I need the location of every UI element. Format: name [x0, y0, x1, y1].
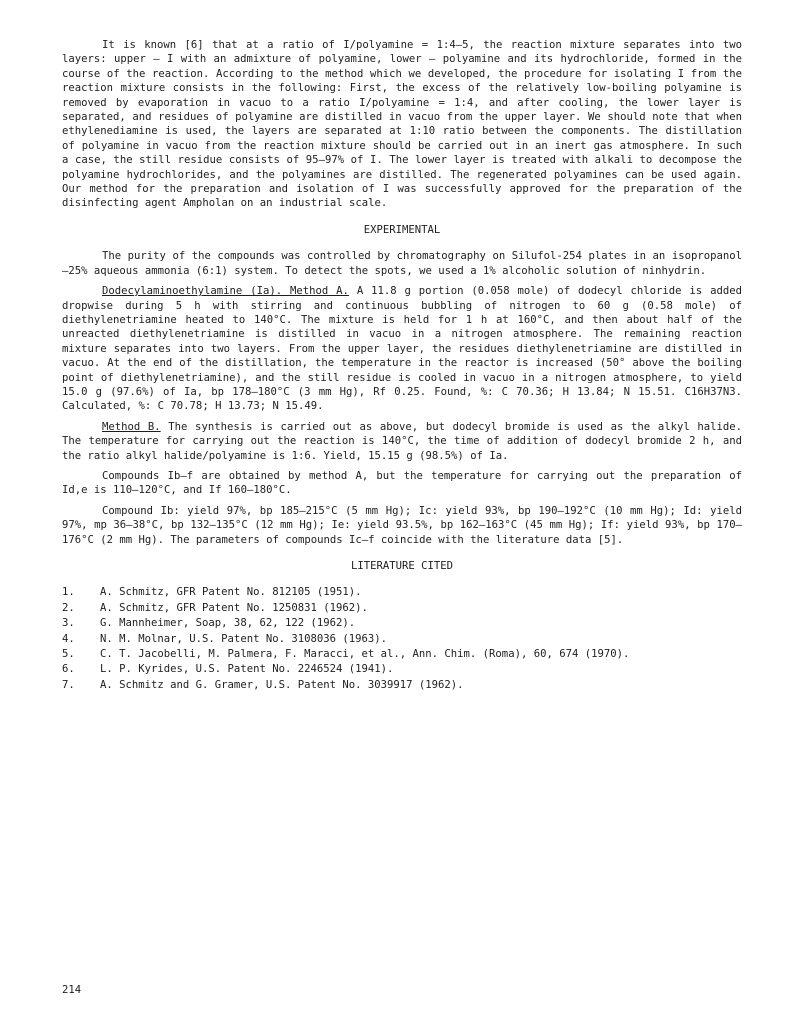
- method-a-text: A 11.8 g portion (0.058 mole) of dodecyl chloride is added dropwise during 5 h with stirring and continuous bubbling of nitrogen to 60 g (0.58 mole) of diethylenetriamine heated to 140°C. The mixture is held for 1 h at 160°C, and then about half of the unreacted diethylenetriamine is distilled in vacuo in a nitrogen atmosphere. The remaining reaction mixture separates into two layers. From the upper layer, the residues diethylenetriamine are distilled in vacuo. At the end of the distillation, the temperature in the reactor is increased (50° above the boiling point of diethylenetriamine), and the still residue is cooled in vacuo in a nitrogen atmosphere, to yield 15.0 g (97.6%) of Ia, bp 178–180°C (3 mm Hg), Rf 0.25. Found, %: C 70.36; H 13.84; N 15.51. C16H37N3. Calculated, %: C 70.78; H 13.73; N 15.49.: [62, 285, 742, 413]
- page-body: [62, 38, 742, 693]
- reference-item: 3. G. Mannheimer, Soap, 38, 62, 122 (1962).: [62, 617, 356, 630]
- method-b-title: Method B.: [102, 420, 161, 433]
- reference-item: 5. C. T. Jacobelli, M. Palmera, F. Maracci, et al., Ann. Chim. (Roma), 60, 674 (1970).: [62, 648, 630, 661]
- reference-list: [62, 585, 742, 692]
- purity-paragraph: The purity of the compounds was controlled by chromatography on Silufol-254 plates in an isopropanol—25% aqueous ammonia (6:1) system. To detect the spots, we used a 1% alcoholic solution of ninhydrin.: [62, 250, 742, 277]
- reference-item: 6. L. P. Kyrides, U.S. Patent No. 2246524 (1941).: [62, 663, 394, 676]
- compounds-paragraph: Compounds Ib–f are obtained by method A, but the temperature for carrying out the preparation of Id,e is 110–120°C, and If 160–180°C.: [62, 469, 742, 497]
- intro-paragraph: It is known [6] that at a ratio of I/polyamine = 1:4–5, the reaction mixture separates into two layers: upper — I with an admixture of polyamine, lower — polyamine and its hydrochloride, formed in the course of the reaction. According to the method which we developed, the procedure for isolating I from the reaction mixture consists in the following: First, the excess of the relatively low-boiling polyamine is removed by evaporation in vacuo to a ratio I/polyamine = 1:4, and after cooling, the lower layer is separated, and residues of polyamine are distilled in vacuo from the upper layer. We should note that when ethylenediamine is used, the layers are separated at 1:10 ratio between the components. The distillation of polyamine in vacuo from the reaction mixture should be carried out in an inert gas atmosphere. In such a case, the still residue consists of 95–97% of I. The lower layer is treated with alkali to decompose the polyamine hydrochlorides, and the polyamines are distilled. The regenerated polyamines can be used again. Our method for the preparation and isolation of I was successfully approved for the preparation of the disinfecting agent Ampholan on an industrial scale.: [62, 39, 742, 210]
- method-b-text: The synthesis is carried out as above, but dodecyl bromide is used as the alkyl halide. The temperature for carrying out the reaction is 140°C, the time of addition of dodecyl bromide 2 h, and the ratio alkyl halide/polyamine is 1:6. Yield, 15.15 g (98.5%) of Ia.: [62, 420, 742, 462]
- experimental-heading: EXPERIMENTAL: [363, 223, 441, 236]
- reference-item: 1. A. Schmitz, GFR Patent No. 812105 (1951).: [62, 586, 362, 599]
- reference-item: 2. A. Schmitz, GFR Patent No. 1250831 (1962).: [62, 601, 368, 614]
- literature-heading: LITERATURE CITED: [350, 560, 454, 572]
- page-number: 214: [62, 984, 82, 996]
- method-b-paragraph: [62, 420, 742, 463]
- reference-item: 4. N. M. Molnar, U.S. Patent No. 3108036 (1963).: [62, 632, 388, 645]
- compound-data-paragraph: Compound Ib: yield 97%, bp 185–215°C (5 mm Hg); Ic: yield 93%, bp 190–192°C (10 mm Hg); Id: yield 97%, mp 36–38°C, bp 132–135°C (12 mm Hg); Ie: yield 93.5%, bp 162–163°C (45 mm Hg); If: yield 93%, bp 170–176°C (2 mm Hg). The parameters of compounds Ic–f coincide with the literature data [5].: [62, 504, 742, 546]
- method-a-paragraph: [62, 284, 742, 414]
- method-a-title: Dodecylaminoethylamine (Ia). Method A.: [102, 285, 349, 298]
- reference-item: 7. A. Schmitz and G. Gramer, U.S. Patent No. 3039917 (1962).: [62, 678, 464, 691]
